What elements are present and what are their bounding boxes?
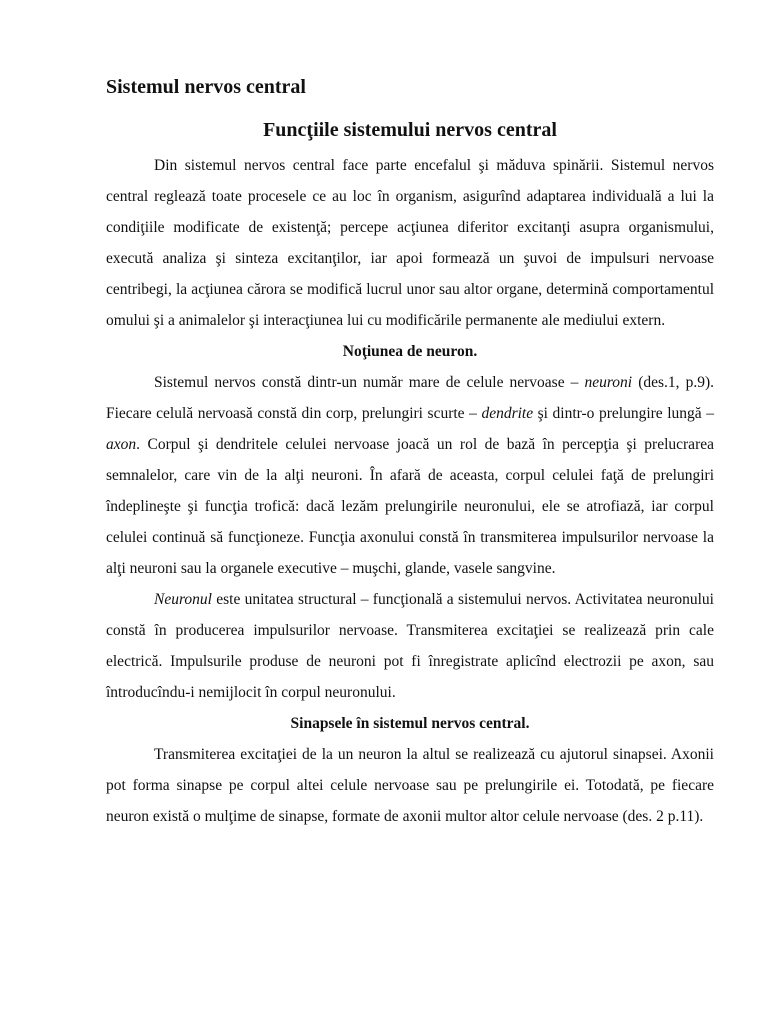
term-axon: axon — [106, 436, 137, 453]
synapse-heading: Sinapsele în sistemul nervos central. — [290, 715, 530, 732]
text-run: Sistemul nervos constă dintr-un număr mare de celule nervoase – — [154, 374, 585, 391]
text-run: (des.1, p.9). Fiecare celulă nervoasă constă din corp, prelungiri scurte – — [106, 374, 714, 422]
document-page — [106, 70, 714, 832]
synapse-paragraph: Transmiterea excitaţiei de la un neuron la altul se realizează cu ajutorul sinapsei. Axonii pot forma sinapse pe corpul altei celule nervoase sau pe prelungirile ei. Totodată, pe fiecare neuron există o mulţime de sinapse, formate de axonii multor altor celule nervoase (des. 2 p.11). — [106, 746, 714, 825]
text-run: şi dintr-o prelungire lungă – — [533, 405, 714, 422]
text-run: este unitatea structural – funcţională a sistemului nervos. Activitatea neuronului constă în producerea impulsurilor nervoase. Transmiterea excitaţiei se realizează prin cale electrică. Impulsurile produse de neuroni pot fi înregistrate aplicînd electrozii pe axon, sau întroducîndu-i nemijlocit în corpul neuronului. — [106, 591, 714, 701]
neuron-paragraph-1 — [106, 367, 714, 584]
neuron-paragraph-2 — [106, 584, 714, 708]
document-title: Sistemul nervos central — [106, 76, 306, 98]
neuron-heading: Noţiunea de neuron. — [342, 343, 478, 360]
term-dendrite: dendrite — [481, 405, 534, 422]
intro-paragraph: Din sistemul nervos central face parte encefalul şi măduva spinării. Sistemul nervos central reglează toate procesele ce au loc în organism, asigurînd adaptarea individuală a lui la condiţiile modificate de existenţă; percepe acţiunea diferitor excitanţi asupra organismului, execută analiza şi sinteza excitanţilor, iar apoi formează un şuvoi de impulsuri nervoase centribegi, la acţiunea cărora se modifică lucrul unor sau altor organe, determină comportamentul omului şi a animalelor şi interacţiunea lui cu modificările permanente ale mediului extern. — [106, 157, 714, 329]
term-neuronul: Neuronul — [154, 591, 212, 608]
section-title: Funcţiile sistemului nervos central — [263, 119, 557, 141]
text-run: . Corpul şi dendritele celulei nervoase joacă un rol de bază în percepţia şi prelucrarea semnalelor, care vin de la alţi neuroni. În afară de aceasta, corpul celulei faţă de prelungiri îndeplineşte şi funcţia trofică: dacă lezăm prelungirile neuronului, ele se atrofiază, iar corpul celulei continuă să funcţioneze. Funcţia axonului constă în transmiterea impulsurilor nervoase la alţi neuroni sau la organele executive – muşchi, glande, vasele sangvine. — [106, 436, 714, 577]
term-neuroni: neuroni — [584, 374, 633, 391]
